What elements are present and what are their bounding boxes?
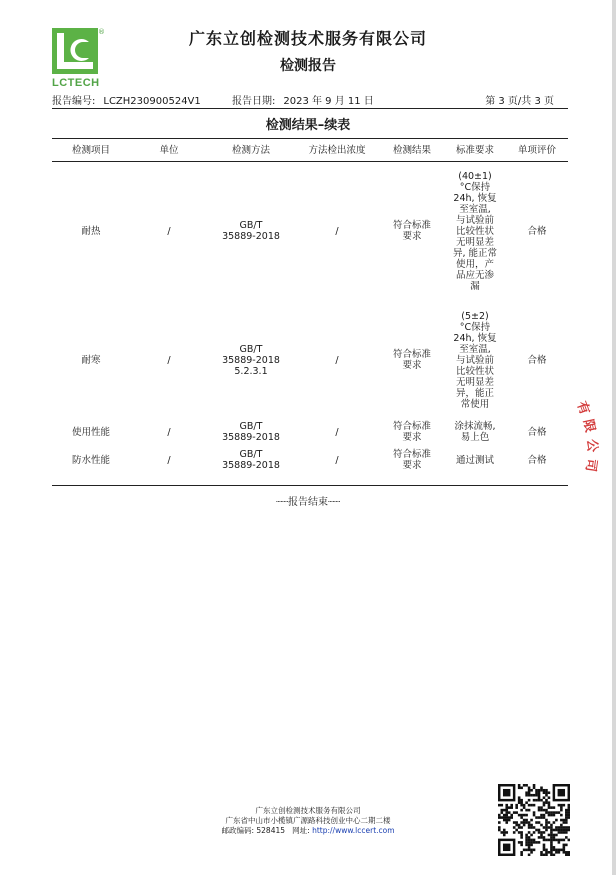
cell-result xyxy=(380,160,444,302)
website-link[interactable]: http://www.lccert.com xyxy=(312,826,395,835)
postcode-value: 528415 xyxy=(256,826,286,835)
cell-detection-limit: / xyxy=(335,454,339,466)
requirement-line: 无明显差 xyxy=(455,236,494,248)
cell-unit: / xyxy=(167,225,171,237)
requirement-line: 漏 xyxy=(470,280,480,292)
column-header: 单项评价 xyxy=(517,144,556,156)
cell-result xyxy=(380,446,444,474)
table-bottom-rule xyxy=(52,485,568,486)
table-row xyxy=(52,302,568,418)
cell-requirement xyxy=(444,160,506,302)
requirement-line: 异，能正 xyxy=(455,387,494,399)
result-line: 要求 xyxy=(402,460,422,471)
column-header: 单位 xyxy=(159,144,179,156)
method-line: GB/T xyxy=(239,421,263,432)
table-header-row xyxy=(52,140,568,160)
requirement-line: °C保持 xyxy=(459,181,491,193)
report-end-mark: ┈┈报告结束┈┈ xyxy=(275,497,341,508)
results-table xyxy=(52,140,568,474)
table-row xyxy=(52,418,568,446)
header-rule xyxy=(52,108,568,109)
cell-requirement xyxy=(444,302,506,418)
cell-method xyxy=(208,446,294,474)
column-header: 检测项目 xyxy=(71,144,110,156)
cell-requirement xyxy=(444,446,506,474)
seal-char: 有 xyxy=(573,399,592,417)
report-date xyxy=(232,92,374,107)
result-line: 要求 xyxy=(402,432,422,443)
method-line: GB/T xyxy=(239,220,263,231)
registered-mark: ® xyxy=(98,28,105,36)
cell-unit: / xyxy=(167,426,171,438)
method-line: 35889-2018 xyxy=(222,432,280,443)
result-line: 符合标准 xyxy=(392,220,431,231)
cell-detection-limit: / xyxy=(335,225,339,237)
postcode-label: 邮政编码: xyxy=(221,826,254,835)
column-header: 检测结果 xyxy=(392,144,431,156)
cell-unit: / xyxy=(167,454,171,466)
method-line: GB/T xyxy=(239,449,263,460)
requirement-line: 通过测试 xyxy=(455,454,494,466)
logo-text: LCTECH xyxy=(52,77,100,89)
requirement-line: 与试验前 xyxy=(455,354,494,366)
cell-result xyxy=(380,418,444,446)
table-row xyxy=(52,446,568,474)
method-line: 35889-2018 xyxy=(222,231,280,242)
method-line: GB/T xyxy=(239,343,263,355)
result-line: 符合标准 xyxy=(392,421,431,432)
requirement-line: 比较性状 xyxy=(455,365,494,377)
cell-item: 耐热 xyxy=(81,225,101,237)
requirement-line: (5±2) xyxy=(461,310,489,322)
result-line: 符合标准 xyxy=(392,449,431,460)
seal-char: 司 xyxy=(582,457,599,473)
cell-requirement xyxy=(444,418,506,446)
cell-method xyxy=(208,302,294,418)
cell-evaluation: 合格 xyxy=(527,454,547,466)
cell-evaluation: 合格 xyxy=(527,225,547,237)
requirement-line: 品应无渗 xyxy=(455,269,494,281)
report-date-label: 报告日期: xyxy=(232,96,276,107)
method-line: 5.2.3.1 xyxy=(234,365,268,377)
report-number-label: 报告编号: xyxy=(52,96,96,107)
requirement-line: 涂抹流畅, xyxy=(454,421,496,432)
seal-char: 限 xyxy=(579,417,598,434)
requirement-line: 比较性状 xyxy=(455,225,494,237)
cell-unit: / xyxy=(167,354,171,366)
cell-evaluation: 合格 xyxy=(527,426,547,438)
requirement-line: 使用，产 xyxy=(455,258,494,270)
website-label: 网址: xyxy=(292,826,310,835)
method-line: 35889-2018 xyxy=(222,460,280,471)
requirement-line: 24h, 恢复 xyxy=(453,332,497,344)
report-number-value: LCZH230900524V1 xyxy=(103,96,201,107)
cell-item: 防水性能 xyxy=(71,454,110,466)
cell-item: 耐寒 xyxy=(81,354,101,366)
qr-code-icon[interactable] xyxy=(498,784,570,856)
seal-char: 公 xyxy=(583,438,600,453)
cell-item: 使用性能 xyxy=(71,426,110,438)
column-header: 方法检出浓度 xyxy=(308,144,366,156)
cell-evaluation: 合格 xyxy=(527,354,547,366)
requirement-line: 易上色 xyxy=(460,432,490,443)
section-title: 检测结果–续表 xyxy=(265,118,351,133)
scan-edge xyxy=(612,0,616,875)
method-line: 35889-2018 xyxy=(222,354,280,366)
requirement-line: °C保持 xyxy=(459,321,491,333)
cell-detection-limit: / xyxy=(335,426,339,438)
requirement-line: 无明显差 xyxy=(455,376,494,388)
report-number xyxy=(52,92,201,107)
requirement-line: 至室温, xyxy=(459,203,491,215)
company-seal xyxy=(572,398,608,478)
requirement-line: 与试验前 xyxy=(455,214,494,226)
cell-method xyxy=(208,418,294,446)
footer-company: 广东立创检测技术服务有限公司 xyxy=(255,806,361,815)
column-header: 标准要求 xyxy=(455,144,494,156)
result-line: 要求 xyxy=(402,360,422,371)
company-name: 广东立创检测技术服务有限公司 xyxy=(188,29,427,48)
requirement-line: 常使用 xyxy=(460,398,490,410)
table-row xyxy=(52,160,568,302)
requirement-line: 24h, 恢复 xyxy=(453,192,497,204)
table-top-rule xyxy=(52,138,568,139)
footer-address: 广东省中山市小榄镇广源路科技创业中心二期二楼 xyxy=(225,816,391,825)
page-info: 第 3 页/共 3 页 xyxy=(485,96,554,107)
requirement-line: 至室温, xyxy=(459,343,491,355)
cell-detection-limit: / xyxy=(335,354,339,366)
cell-method xyxy=(208,160,294,302)
report-title: 检测报告 xyxy=(280,58,336,74)
result-line: 要求 xyxy=(402,231,422,242)
report-date-value: 2023 年 9 月 11 日 xyxy=(283,96,374,107)
column-header: 检测方法 xyxy=(231,144,270,156)
cell-result xyxy=(380,302,444,418)
requirement-line: (40±1) xyxy=(458,170,492,182)
requirement-line: 异, 能正常 xyxy=(452,247,498,259)
result-line: 符合标准 xyxy=(392,349,431,360)
